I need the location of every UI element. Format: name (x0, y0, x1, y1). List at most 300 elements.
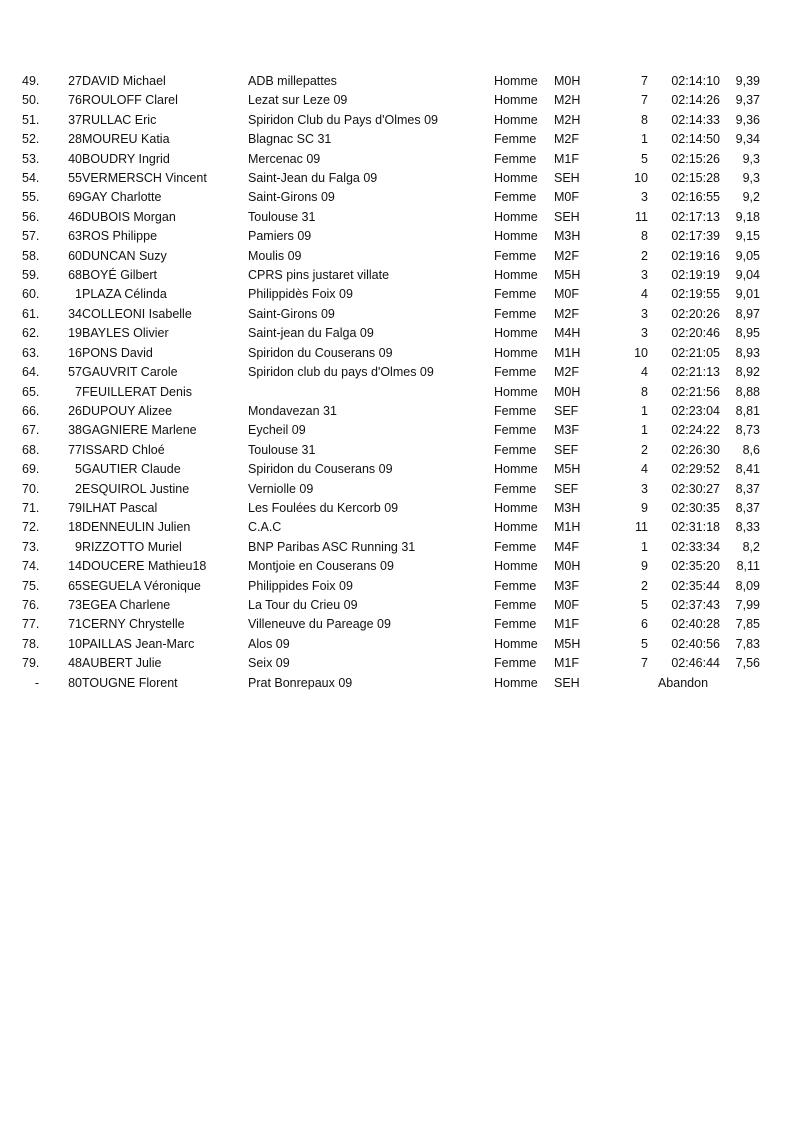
time-cell: 02:14:50 (671, 132, 720, 147)
table-row (22, 460, 760, 479)
sex-cell: Homme (494, 112, 538, 127)
rank-cell: 61. (22, 306, 40, 321)
table-row (22, 596, 760, 615)
category-cell: M1F (554, 656, 579, 671)
bib-cell: 38 (68, 423, 82, 438)
table-row (22, 518, 760, 537)
rank-cell: 54. (22, 171, 40, 186)
category-rank-cell: 7 (641, 74, 648, 88)
time-cell: 02:14:33 (671, 112, 720, 127)
category-rank-cell: 9 (641, 500, 648, 515)
speed-cell: 8,81 (735, 403, 760, 418)
category-cell: M3F (554, 578, 579, 593)
table-row (22, 227, 760, 246)
table-row (22, 130, 760, 149)
bib-cell: 65 (68, 578, 82, 593)
category-rank-cell: 11 (635, 520, 648, 535)
bib-cell: 34 (68, 306, 82, 321)
category-cell: SEH (554, 171, 580, 186)
speed-cell: 8,93 (735, 345, 760, 360)
sex-cell: Homme (494, 74, 538, 88)
time-cell: 02:20:46 (671, 326, 720, 341)
bib-cell: 57 (68, 365, 82, 380)
runner-name-cell: GAY Charlotte (82, 190, 162, 205)
table-row (22, 266, 760, 285)
club-cell: Spiridon du Couserans 09 (248, 462, 393, 477)
speed-cell: 7,56 (735, 656, 760, 671)
club-cell: Moulis 09 (248, 248, 302, 263)
sex-cell: Homme (494, 675, 538, 690)
time-cell: 02:35:20 (671, 559, 720, 574)
bib-cell: 2 (75, 481, 82, 496)
runner-name-cell: SEGUELA Véronique (82, 578, 201, 593)
table-row (22, 72, 760, 91)
results-table (22, 72, 760, 693)
category-rank-cell: 3 (641, 481, 648, 496)
sex-cell: Homme (494, 559, 538, 574)
category-cell: SEH (554, 209, 580, 224)
club-cell: Les Foulées du Kercorb 09 (248, 500, 399, 515)
bib-cell: 69 (68, 190, 82, 205)
rank-cell: 68. (22, 442, 40, 457)
club-cell: C.A.C (248, 520, 282, 535)
category-cell: SEF (554, 442, 579, 457)
sex-cell: Femme (494, 151, 537, 166)
rank-cell: 50. (22, 93, 40, 108)
bib-cell: 40 (68, 151, 82, 166)
time-cell: 02:17:39 (671, 229, 720, 244)
category-cell: M5H (554, 268, 581, 283)
sex-cell: Femme (494, 287, 537, 302)
time-cell: 02:26:30 (671, 442, 720, 457)
table-row (22, 654, 760, 673)
club-cell: Mondavezan 31 (248, 403, 337, 418)
rank-cell: 71. (22, 500, 40, 515)
table-row (22, 150, 760, 169)
time-cell: 02:14:26 (671, 93, 720, 108)
sex-cell: Homme (494, 384, 538, 399)
speed-cell: 8,88 (735, 384, 760, 399)
runner-name-cell: DOUCERE Mathieu18 (82, 559, 207, 574)
category-rank-cell: 2 (641, 248, 648, 263)
club-cell: Alos 09 (248, 636, 290, 651)
sex-cell: Femme (494, 365, 537, 380)
category-cell: M4F (554, 539, 579, 554)
club-cell: Philippides Foix 09 (248, 578, 353, 593)
category-cell: M1F (554, 151, 579, 166)
table-row (22, 344, 760, 363)
rank-cell: 65. (22, 384, 40, 399)
bib-cell: 9 (75, 539, 82, 554)
speed-cell: 9,2 (742, 190, 760, 205)
bib-cell: 18 (68, 520, 82, 535)
speed-cell: 8,09 (735, 578, 760, 593)
bib-cell: 28 (68, 132, 82, 147)
bib-cell: 77 (68, 442, 82, 457)
runner-name-cell: VERMERSCH Vincent (82, 171, 207, 186)
rank-cell: 57. (22, 229, 40, 244)
bib-cell: 14 (68, 559, 82, 574)
club-cell: BNP Paribas ASC Running 31 (248, 539, 416, 554)
table-row (22, 499, 760, 518)
sex-cell: Femme (494, 306, 537, 321)
category-cell: M2F (554, 306, 579, 321)
runner-name-cell: RIZZOTTO Muriel (82, 539, 182, 554)
bib-cell: 80 (68, 675, 82, 690)
time-cell: 02:29:52 (671, 462, 720, 477)
speed-cell: 8,11 (736, 559, 760, 574)
club-cell: ADB millepattes (248, 74, 337, 88)
runner-name-cell: CERNY Chrystelle (82, 617, 185, 632)
speed-cell: 9,3 (742, 151, 760, 166)
category-rank-cell: 6 (641, 617, 648, 632)
runner-name-cell: DUBOIS Morgan (82, 209, 176, 224)
runner-name-cell: PONS David (82, 345, 153, 360)
time-cell: 02:33:34 (671, 539, 720, 554)
sex-cell: Femme (494, 617, 537, 632)
sex-cell: Femme (494, 539, 537, 554)
category-rank-cell: 5 (641, 151, 648, 166)
club-cell (248, 383, 494, 402)
bib-cell: 19 (68, 326, 82, 341)
club-cell: Philippidès Foix 09 (248, 287, 353, 302)
category-rank-cell: 4 (641, 365, 648, 380)
time-cell: 02:15:26 (671, 151, 720, 166)
sex-cell: Homme (494, 268, 538, 283)
rank-cell: 56. (22, 209, 40, 224)
club-cell: Spiridon du Couserans 09 (248, 345, 393, 360)
rank-cell: 53. (22, 151, 40, 166)
club-cell: Villeneuve du Pareage 09 (248, 617, 391, 632)
rank-cell: 69. (22, 462, 40, 477)
rank-cell: 64. (22, 365, 40, 380)
club-cell: Seix 09 (248, 656, 290, 671)
club-cell: Saint-Jean du Falga 09 (248, 171, 378, 186)
status-cell: Abandon (657, 675, 709, 690)
category-cell: M2F (554, 248, 579, 263)
bib-cell: 76 (68, 93, 82, 108)
club-cell: Toulouse 31 (248, 442, 316, 457)
sex-cell: Femme (494, 132, 537, 147)
club-cell: Pamiers 09 (248, 229, 312, 244)
sex-cell: Femme (494, 442, 537, 457)
category-cell: SEF (554, 481, 579, 496)
category-cell: SEF (554, 403, 579, 418)
bib-cell: 79 (68, 500, 82, 515)
time-cell: 02:30:27 (671, 481, 720, 496)
category-rank-cell: 7 (641, 656, 648, 671)
sex-cell: Homme (494, 326, 538, 341)
runner-name-cell: ESQUIROL Justine (82, 481, 190, 496)
club-cell: Lezat sur Leze 09 (248, 93, 348, 108)
rank-cell: 51. (22, 112, 40, 127)
rank-cell: 55. (22, 190, 40, 205)
time-cell: 02:21:05 (671, 345, 720, 360)
sex-cell: Femme (494, 248, 537, 263)
speed-cell: 7,85 (735, 617, 760, 632)
category-cell: M3H (554, 229, 581, 244)
club-cell: Verniolle 09 (248, 481, 314, 496)
runner-name-cell: DUPOUY Alizee (82, 403, 173, 418)
time-cell: 02:15:28 (671, 171, 720, 186)
speed-cell: 9,05 (735, 248, 760, 263)
bib-cell: 73 (68, 597, 82, 612)
rank-cell: 74. (22, 559, 40, 574)
category-cell: M0H (554, 559, 581, 574)
table-row (22, 91, 760, 110)
table-row (22, 188, 760, 207)
bib-cell: 46 (68, 209, 82, 224)
table-row (22, 421, 760, 440)
table-row (22, 247, 760, 266)
sex-cell: Femme (494, 656, 537, 671)
sex-cell: Femme (494, 481, 537, 496)
category-rank-cell: 1 (641, 423, 648, 438)
sex-cell: Homme (494, 171, 538, 186)
runner-name-cell: EGEA Charlene (82, 597, 171, 612)
bib-cell: 16 (68, 345, 82, 360)
bib-cell: 48 (68, 656, 82, 671)
time-cell: 02:46:44 (671, 656, 720, 671)
time-cell: 02:24:22 (671, 423, 720, 438)
runner-name-cell: DAVID Michael (82, 74, 166, 88)
runner-name-cell: FEUILLERAT Denis (82, 384, 192, 399)
table-row (22, 363, 760, 382)
sex-cell: Femme (494, 597, 537, 612)
table-row (22, 383, 760, 402)
category-rank-cell: 3 (641, 190, 648, 205)
rank-cell: 58. (22, 248, 40, 263)
club-cell: Spiridon Club du Pays d'Olmes 09 (248, 112, 438, 127)
category-rank-cell: 8 (641, 229, 648, 244)
speed-cell: 7,83 (735, 636, 760, 651)
runner-name-cell: ISSARD Chloé (82, 442, 165, 457)
table-row (22, 615, 760, 634)
bib-cell: 60 (68, 248, 82, 263)
category-cell: M0H (554, 74, 581, 88)
bib-cell: 1 (75, 287, 82, 302)
category-cell: M0H (554, 384, 581, 399)
category-rank-cell: 4 (641, 462, 648, 477)
rank-cell: 59. (22, 268, 40, 283)
rank-cell: 73. (22, 539, 40, 554)
time-cell: 02:40:56 (671, 636, 720, 651)
time-cell: 02:14:10 (671, 74, 720, 88)
category-cell: M2F (554, 365, 579, 380)
category-cell: M5H (554, 636, 581, 651)
runner-name-cell: BOUDRY Ingrid (82, 151, 170, 166)
speed-cell: 9,3 (742, 171, 760, 186)
category-rank-cell: 3 (641, 306, 648, 321)
rank-cell: 75. (22, 578, 40, 593)
category-rank-cell: 5 (641, 636, 648, 651)
table-row (22, 285, 760, 304)
time-cell: 02:35:44 (671, 578, 720, 593)
speed-cell: 8,92 (735, 365, 760, 380)
table-row (22, 305, 760, 324)
bib-cell: 37 (68, 112, 82, 127)
rank-cell: 60. (22, 287, 40, 302)
table-row (22, 402, 760, 421)
category-cell: M1F (554, 617, 579, 632)
time-cell: 02:19:16 (671, 248, 720, 263)
sex-cell: Homme (494, 345, 538, 360)
speed-cell: 7,99 (735, 597, 760, 612)
category-rank-cell: 3 (641, 268, 648, 283)
table-row (22, 480, 760, 499)
table-row (22, 169, 760, 188)
runner-name-cell: BAYLES Olivier (82, 326, 169, 341)
category-rank-cell: 1 (641, 132, 648, 147)
table-row (22, 324, 760, 343)
table-row (22, 577, 760, 596)
category-cell: SEH (554, 675, 580, 690)
category-cell: M4H (554, 326, 581, 341)
runner-name-cell: ILHAT Pascal (82, 500, 158, 515)
time-cell: 02:21:56 (671, 384, 720, 399)
sex-cell: Homme (494, 636, 538, 651)
rank-cell: 76. (22, 597, 40, 612)
sex-cell: Homme (494, 209, 538, 224)
rank-cell: 78. (22, 636, 40, 651)
club-cell: Prat Bonrepaux 09 (248, 675, 353, 690)
speed-cell: 9,37 (735, 93, 760, 108)
category-cell: M2H (554, 112, 581, 127)
bib-cell: 27 (68, 74, 82, 88)
club-cell: Saint-Girons 09 (248, 190, 335, 205)
speed-cell: 8,37 (735, 500, 760, 515)
club-cell: Blagnac SC 31 (248, 132, 332, 147)
club-cell: Saint-jean du Falga 09 (248, 326, 374, 341)
category-rank-cell: 7 (641, 93, 648, 108)
bib-cell: 63 (68, 229, 82, 244)
sex-cell: Homme (494, 93, 538, 108)
time-cell: 02:17:13 (671, 209, 720, 224)
rank-cell: 63. (22, 345, 40, 360)
rank-cell: 62. (22, 326, 40, 341)
club-cell: Saint-Girons 09 (248, 306, 335, 321)
category-cell: M2H (554, 93, 581, 108)
category-cell: M3F (554, 423, 579, 438)
speed-cell: 9,36 (735, 112, 760, 127)
speed-cell: 9,15 (735, 229, 760, 244)
category-cell: M1H (554, 520, 581, 535)
table-row-abandon (22, 674, 760, 693)
speed-cell: 8,2 (742, 539, 760, 554)
results-table-body (22, 72, 760, 693)
speed-cell: 9,34 (735, 132, 760, 147)
rank-cell: 79. (22, 656, 40, 671)
table-row (22, 441, 760, 460)
runner-name-cell: AUBERT Julie (82, 656, 162, 671)
category-rank-cell: 2 (641, 442, 648, 457)
category-cell: M0F (554, 190, 579, 205)
bib-cell: 5 (75, 462, 82, 477)
category-rank-cell: 8 (641, 112, 648, 127)
speed-cell: 8,95 (735, 326, 760, 341)
category-rank-cell: 9 (641, 559, 648, 574)
bib-cell: 71 (68, 617, 82, 632)
category-rank-cell: 10 (634, 171, 648, 186)
rank-cell: 72. (22, 520, 40, 535)
category-cell: M5H (554, 462, 581, 477)
speed-cell: 9,04 (735, 268, 760, 283)
runner-name-cell: DENNEULIN Julien (82, 520, 191, 535)
bib-cell: 26 (68, 403, 82, 418)
runner-name-cell: GAUVRIT Carole (82, 365, 178, 380)
rank-cell: 66. (22, 403, 40, 418)
bib-cell: 68 (68, 268, 82, 283)
runner-name-cell: PLAZA Célinda (82, 287, 167, 302)
speed-cell: 8,6 (742, 442, 760, 457)
runner-name-cell: ROULOFF Clarel (82, 93, 178, 108)
category-rank-cell: 5 (641, 597, 648, 612)
category-cell: M0F (554, 597, 579, 612)
table-row (22, 635, 760, 654)
time-cell: 02:21:13 (671, 365, 720, 380)
club-cell: Mercenac 09 (248, 151, 321, 166)
speed-cell: 9,18 (735, 209, 760, 224)
category-rank-cell: 1 (641, 403, 648, 418)
time-cell: 02:20:26 (671, 306, 720, 321)
sex-cell: Femme (494, 190, 537, 205)
category-rank-cell: 11 (635, 209, 648, 224)
club-cell: CPRS pins justaret villate (248, 268, 390, 283)
category-rank-cell: 8 (641, 384, 648, 399)
time-cell: 02:16:55 (671, 190, 720, 205)
time-cell: 02:30:35 (671, 500, 720, 515)
category-cell: M3H (554, 500, 581, 515)
rank-cell: 77. (22, 617, 40, 632)
category-rank-cell: 10 (634, 345, 648, 360)
time-cell: 02:19:55 (671, 287, 720, 302)
rank-cell: 70. (22, 481, 40, 496)
rank-cell: 52. (22, 132, 40, 147)
category-rank-cell: 1 (641, 539, 648, 554)
sex-cell: Homme (494, 520, 538, 535)
speed-cell: 9,01 (735, 287, 760, 302)
speed-cell: 9,39 (735, 74, 760, 88)
rank-cell: - (34, 675, 40, 690)
runner-name-cell: TOUGNE Florent (82, 675, 178, 690)
runner-name-cell: RULLAC Eric (82, 112, 157, 127)
sex-cell: Homme (494, 500, 538, 515)
rank-cell: 49. (22, 74, 40, 88)
runner-name-cell: GAUTIER Claude (82, 462, 181, 477)
category-rank-cell: 3 (641, 326, 648, 341)
sex-cell: Femme (494, 423, 537, 438)
speed-cell: 8,41 (735, 462, 760, 477)
sex-cell: Femme (494, 403, 537, 418)
runner-name-cell: BOYÉ Gilbert (82, 268, 158, 283)
rank-cell: 67. (22, 423, 40, 438)
table-row (22, 538, 760, 557)
club-cell: Toulouse 31 (248, 209, 316, 224)
runner-name-cell: PAILLAS Jean-Marc (82, 636, 195, 651)
speed-cell: 8,73 (735, 423, 760, 438)
runner-name-cell: GAGNIERE Marlene (82, 423, 197, 438)
sex-cell: Femme (494, 578, 537, 593)
bib-cell: 55 (68, 171, 82, 186)
speed-cell: 8,97 (735, 306, 760, 321)
speed-cell: 8,33 (735, 520, 760, 535)
table-row (22, 208, 760, 227)
category-cell: M0F (554, 287, 579, 302)
bib-cell: 10 (68, 636, 82, 651)
sex-cell: Homme (494, 229, 538, 244)
club-cell: La Tour du Crieu 09 (248, 597, 358, 612)
time-cell: 02:19:19 (671, 268, 720, 283)
